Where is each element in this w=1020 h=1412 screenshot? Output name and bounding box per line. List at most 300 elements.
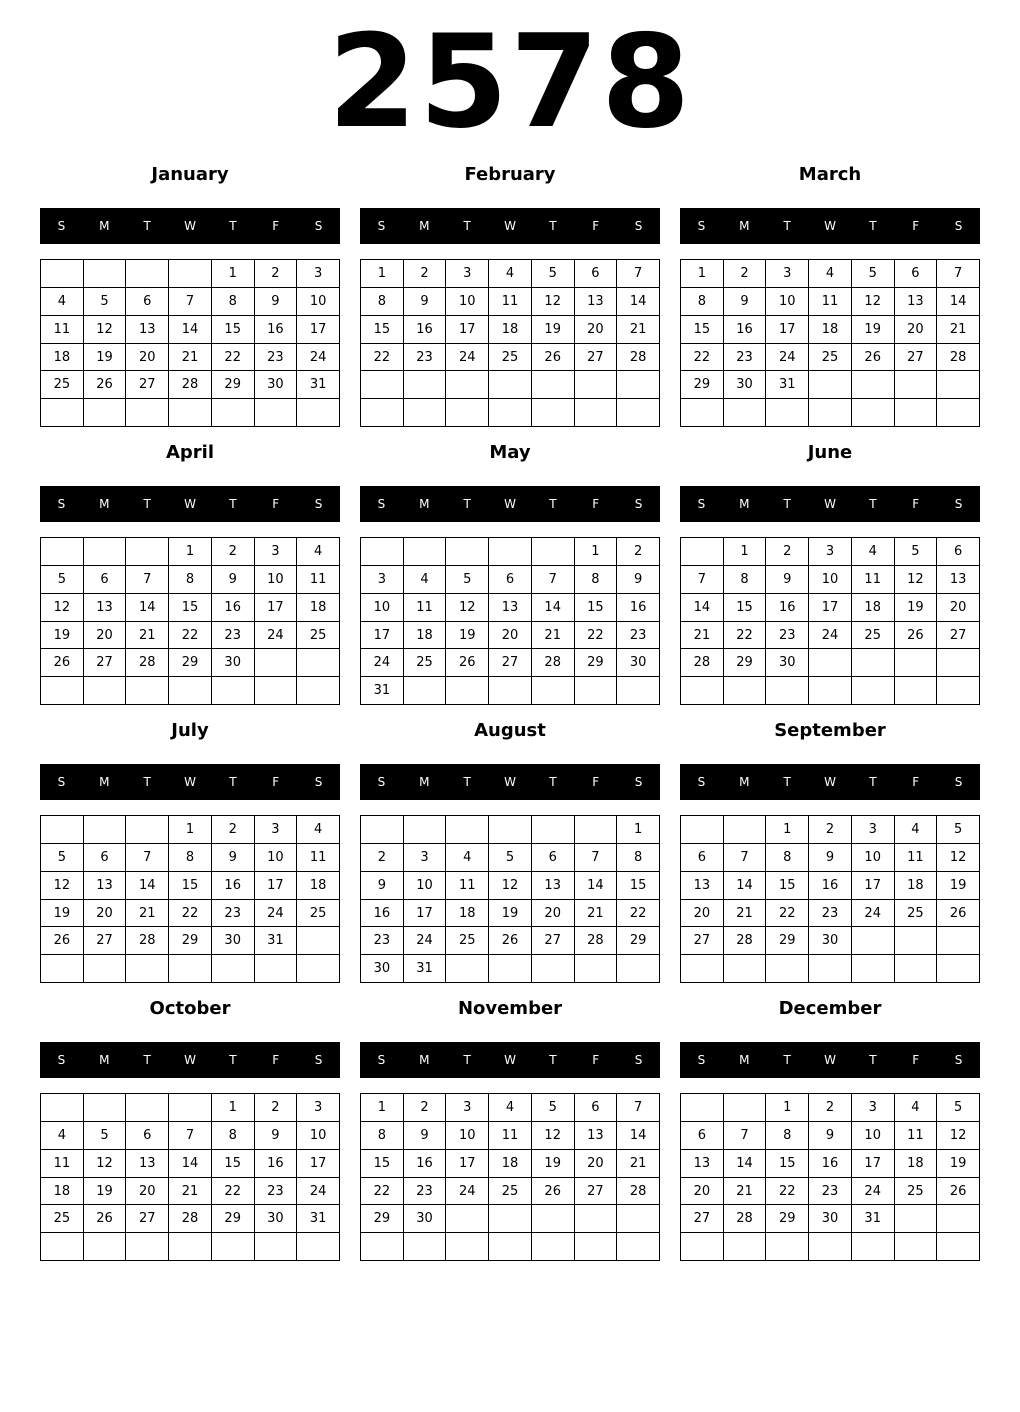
weekday-label: T — [143, 1053, 151, 1067]
day-cell: 29 — [766, 1205, 809, 1233]
day-cell: 6 — [895, 260, 938, 288]
day-cell: 29 — [169, 649, 212, 677]
day-cell: 20 — [575, 1150, 618, 1178]
day-cell: 16 — [724, 316, 767, 344]
weekday-label: M — [419, 219, 430, 233]
day-cell: 21 — [575, 900, 618, 928]
day-cell: 3 — [766, 260, 809, 288]
empty-day-cell — [41, 399, 84, 427]
weekday-label: S — [697, 497, 706, 511]
day-cell: 11 — [404, 594, 447, 622]
month-name: January — [151, 164, 229, 185]
weekday-label: T — [463, 219, 471, 233]
day-cell: 6 — [84, 844, 127, 872]
weekday-label: S — [954, 219, 963, 233]
empty-day-cell — [361, 371, 404, 399]
day-cell: 4 — [404, 566, 447, 594]
day-cell: 5 — [446, 566, 489, 594]
day-cell: 3 — [255, 538, 298, 566]
day-cell: 10 — [297, 288, 340, 316]
day-cell: 3 — [361, 566, 404, 594]
weekday-label: T — [463, 1053, 471, 1067]
empty-day-cell — [681, 955, 724, 983]
day-cell: 15 — [617, 872, 660, 900]
day-cell: 13 — [681, 1150, 724, 1178]
weekday-label: M — [739, 1053, 750, 1067]
month-name: October — [149, 998, 231, 1019]
day-cell: 16 — [809, 1150, 852, 1178]
day-cell: 26 — [41, 649, 84, 677]
empty-day-cell — [724, 677, 767, 705]
day-cell: 2 — [361, 844, 404, 872]
day-cell: 30 — [255, 371, 298, 399]
weekday-label: T — [549, 497, 557, 511]
day-cell: 30 — [212, 649, 255, 677]
day-cell: 12 — [532, 288, 575, 316]
empty-day-cell — [766, 955, 809, 983]
empty-day-cell — [617, 371, 660, 399]
empty-day-cell — [84, 1094, 127, 1122]
day-cell: 8 — [361, 288, 404, 316]
weekday-label: M — [99, 497, 110, 511]
weekday-label: W — [504, 219, 516, 233]
day-cell: 6 — [489, 566, 532, 594]
day-cell: 6 — [532, 844, 575, 872]
day-cell: 27 — [575, 1178, 618, 1206]
month-name: May — [489, 442, 531, 463]
day-cell: 6 — [84, 566, 127, 594]
weekday-header — [40, 208, 340, 244]
day-cell: 12 — [84, 1150, 127, 1178]
month-name: April — [165, 442, 215, 463]
day-cell: 15 — [169, 872, 212, 900]
weekday-header — [680, 486, 980, 522]
days-grid — [40, 815, 340, 983]
day-cell: 18 — [41, 1178, 84, 1206]
day-cell: 27 — [532, 927, 575, 955]
weekday-label: T — [143, 775, 151, 789]
day-cell: 9 — [404, 1122, 447, 1150]
day-cell: 23 — [766, 622, 809, 650]
day-cell: 1 — [169, 816, 212, 844]
day-cell: 17 — [766, 316, 809, 344]
day-cell: 26 — [41, 927, 84, 955]
day-cell: 25 — [446, 927, 489, 955]
day-cell: 26 — [446, 649, 489, 677]
day-cell: 15 — [169, 594, 212, 622]
empty-day-cell — [255, 399, 298, 427]
day-cell: 19 — [41, 900, 84, 928]
day-cell: 21 — [937, 316, 980, 344]
day-cell: 18 — [404, 622, 447, 650]
empty-day-cell — [255, 649, 298, 677]
day-cell: 26 — [84, 1205, 127, 1233]
day-cell: 24 — [255, 622, 298, 650]
day-cell: 18 — [895, 872, 938, 900]
day-cell: 14 — [937, 288, 980, 316]
day-cell: 18 — [297, 872, 340, 900]
empty-day-cell — [212, 955, 255, 983]
weekday-label: W — [824, 1053, 836, 1067]
weekday-label: T — [229, 1053, 237, 1067]
day-cell: 23 — [724, 344, 767, 372]
day-cell: 11 — [489, 1122, 532, 1150]
day-cell: 4 — [489, 1094, 532, 1122]
day-cell: 11 — [41, 316, 84, 344]
day-cell: 9 — [809, 844, 852, 872]
empty-day-cell — [809, 1233, 852, 1261]
day-cell: 11 — [852, 566, 895, 594]
empty-day-cell — [532, 371, 575, 399]
day-cell: 26 — [84, 371, 127, 399]
day-cell: 5 — [41, 566, 84, 594]
empty-day-cell — [404, 677, 447, 705]
day-cell: 27 — [895, 344, 938, 372]
day-cell: 21 — [724, 900, 767, 928]
days-grid — [360, 815, 660, 983]
day-cell: 18 — [41, 344, 84, 372]
weekday-label: T — [549, 219, 557, 233]
day-cell: 3 — [852, 816, 895, 844]
weekday-label: T — [869, 1053, 877, 1067]
day-cell: 1 — [766, 816, 809, 844]
day-cell: 31 — [361, 677, 404, 705]
empty-day-cell — [84, 399, 127, 427]
empty-day-cell — [617, 955, 660, 983]
day-cell: 25 — [41, 1205, 84, 1233]
day-cell: 14 — [681, 594, 724, 622]
day-cell: 2 — [724, 260, 767, 288]
weekday-label: S — [57, 219, 66, 233]
empty-day-cell — [41, 955, 84, 983]
days-grid — [40, 537, 340, 705]
day-cell: 29 — [361, 1205, 404, 1233]
day-cell: 20 — [84, 900, 127, 928]
day-cell: 9 — [212, 844, 255, 872]
weekday-label: F — [272, 775, 280, 789]
day-cell: 6 — [937, 538, 980, 566]
empty-day-cell — [361, 538, 404, 566]
day-cell: 18 — [895, 1150, 938, 1178]
empty-day-cell — [489, 816, 532, 844]
day-cell: 20 — [532, 900, 575, 928]
day-cell: 7 — [617, 1094, 660, 1122]
day-cell: 10 — [404, 872, 447, 900]
day-cell: 19 — [532, 316, 575, 344]
empty-day-cell — [169, 677, 212, 705]
empty-day-cell — [84, 1233, 127, 1261]
day-cell: 28 — [575, 927, 618, 955]
day-cell: 10 — [361, 594, 404, 622]
weekday-label: S — [57, 775, 66, 789]
day-cell: 14 — [617, 288, 660, 316]
empty-day-cell — [532, 955, 575, 983]
empty-day-cell — [169, 399, 212, 427]
day-cell: 23 — [255, 344, 298, 372]
empty-day-cell — [361, 816, 404, 844]
day-cell: 31 — [297, 1205, 340, 1233]
day-cell: 12 — [489, 872, 532, 900]
day-cell: 4 — [489, 260, 532, 288]
day-cell: 19 — [84, 1178, 127, 1206]
day-cell: 10 — [852, 1122, 895, 1150]
day-cell: 4 — [895, 1094, 938, 1122]
day-cell: 21 — [532, 622, 575, 650]
day-cell: 5 — [937, 816, 980, 844]
empty-day-cell — [575, 816, 618, 844]
day-cell: 27 — [126, 1205, 169, 1233]
day-cell: 21 — [169, 1178, 212, 1206]
day-cell: 2 — [404, 260, 447, 288]
day-cell: 9 — [255, 1122, 298, 1150]
day-cell: 15 — [575, 594, 618, 622]
day-cell: 29 — [169, 927, 212, 955]
empty-day-cell — [895, 371, 938, 399]
day-cell: 7 — [681, 566, 724, 594]
day-cell: 2 — [212, 816, 255, 844]
day-cell: 25 — [852, 622, 895, 650]
day-cell: 8 — [681, 288, 724, 316]
day-cell: 25 — [489, 344, 532, 372]
day-cell: 26 — [937, 1178, 980, 1206]
empty-day-cell — [489, 677, 532, 705]
month-name: July — [171, 720, 209, 741]
weekday-header — [680, 764, 980, 800]
empty-day-cell — [852, 371, 895, 399]
empty-day-cell — [617, 399, 660, 427]
day-cell: 18 — [852, 594, 895, 622]
day-cell: 7 — [169, 288, 212, 316]
empty-day-cell — [84, 260, 127, 288]
empty-day-cell — [532, 1205, 575, 1233]
day-cell: 7 — [724, 844, 767, 872]
day-cell: 2 — [809, 816, 852, 844]
weekday-label: M — [739, 219, 750, 233]
day-cell: 1 — [361, 1094, 404, 1122]
day-cell: 22 — [361, 344, 404, 372]
day-cell: 9 — [404, 288, 447, 316]
day-cell: 3 — [809, 538, 852, 566]
weekday-header — [40, 764, 340, 800]
empty-day-cell — [532, 677, 575, 705]
empty-day-cell — [404, 399, 447, 427]
day-cell: 27 — [681, 927, 724, 955]
day-cell: 10 — [255, 844, 298, 872]
weekday-label: F — [912, 1053, 920, 1067]
day-cell: 3 — [404, 844, 447, 872]
weekday-label: S — [377, 497, 386, 511]
weekday-label: W — [184, 219, 196, 233]
day-cell: 19 — [489, 900, 532, 928]
month-name: June — [807, 442, 853, 463]
day-cell: 25 — [809, 344, 852, 372]
day-cell: 28 — [617, 1178, 660, 1206]
day-cell: 17 — [297, 1150, 340, 1178]
days-grid — [40, 259, 340, 427]
day-cell: 5 — [489, 844, 532, 872]
empty-day-cell — [681, 1233, 724, 1261]
day-cell: 1 — [617, 816, 660, 844]
weekday-label: F — [272, 497, 280, 511]
day-cell: 24 — [404, 927, 447, 955]
empty-day-cell — [724, 816, 767, 844]
day-cell: 13 — [575, 288, 618, 316]
empty-day-cell — [404, 1233, 447, 1261]
day-cell: 15 — [361, 1150, 404, 1178]
day-cell: 6 — [126, 288, 169, 316]
day-cell: 30 — [724, 371, 767, 399]
empty-day-cell — [84, 677, 127, 705]
day-cell: 21 — [169, 344, 212, 372]
empty-day-cell — [617, 1233, 660, 1261]
days-grid — [40, 1093, 340, 1261]
day-cell: 20 — [937, 594, 980, 622]
day-cell: 22 — [212, 344, 255, 372]
day-cell: 12 — [852, 288, 895, 316]
day-cell: 28 — [681, 649, 724, 677]
day-cell: 14 — [724, 1150, 767, 1178]
empty-day-cell — [446, 955, 489, 983]
day-cell: 18 — [489, 1150, 532, 1178]
weekday-label: W — [184, 775, 196, 789]
empty-day-cell — [724, 955, 767, 983]
day-cell: 17 — [404, 900, 447, 928]
day-cell: 29 — [212, 371, 255, 399]
day-cell: 2 — [404, 1094, 447, 1122]
day-cell: 10 — [446, 288, 489, 316]
day-cell: 13 — [84, 594, 127, 622]
day-cell: 27 — [126, 371, 169, 399]
day-cell: 11 — [41, 1150, 84, 1178]
empty-day-cell — [126, 1094, 169, 1122]
day-cell: 19 — [937, 872, 980, 900]
weekday-label: T — [783, 775, 791, 789]
empty-day-cell — [809, 955, 852, 983]
empty-day-cell — [41, 677, 84, 705]
empty-day-cell — [404, 816, 447, 844]
weekday-label: W — [824, 497, 836, 511]
day-cell: 24 — [766, 344, 809, 372]
day-cell: 17 — [446, 1150, 489, 1178]
day-cell: 10 — [446, 1122, 489, 1150]
day-cell: 2 — [212, 538, 255, 566]
days-grid — [680, 815, 980, 983]
day-cell: 16 — [617, 594, 660, 622]
weekday-label: S — [954, 497, 963, 511]
day-cell: 29 — [617, 927, 660, 955]
empty-day-cell — [212, 399, 255, 427]
day-cell: 27 — [681, 1205, 724, 1233]
day-cell: 23 — [361, 927, 404, 955]
empty-day-cell — [895, 955, 938, 983]
day-cell: 25 — [297, 900, 340, 928]
day-cell: 9 — [212, 566, 255, 594]
empty-day-cell — [852, 1233, 895, 1261]
empty-day-cell — [575, 371, 618, 399]
empty-day-cell — [169, 955, 212, 983]
weekday-label: S — [314, 219, 323, 233]
day-cell: 5 — [937, 1094, 980, 1122]
weekday-label: S — [697, 1053, 706, 1067]
weekday-header — [360, 486, 660, 522]
day-cell: 23 — [404, 344, 447, 372]
weekday-label: S — [314, 775, 323, 789]
day-cell: 7 — [937, 260, 980, 288]
days-grid — [680, 1093, 980, 1261]
day-cell: 3 — [446, 260, 489, 288]
day-cell: 5 — [532, 260, 575, 288]
day-cell: 21 — [617, 1150, 660, 1178]
empty-day-cell — [809, 677, 852, 705]
day-cell: 16 — [809, 872, 852, 900]
days-grid — [360, 537, 660, 705]
day-cell: 21 — [724, 1178, 767, 1206]
weekday-label: F — [272, 219, 280, 233]
empty-day-cell — [489, 1233, 532, 1261]
day-cell: 8 — [766, 844, 809, 872]
day-cell: 2 — [766, 538, 809, 566]
empty-day-cell — [446, 1233, 489, 1261]
empty-day-cell — [212, 677, 255, 705]
weekday-label: F — [912, 497, 920, 511]
day-cell: 21 — [126, 900, 169, 928]
empty-day-cell — [297, 955, 340, 983]
empty-day-cell — [575, 677, 618, 705]
weekday-label: W — [504, 497, 516, 511]
empty-day-cell — [297, 1233, 340, 1261]
day-cell: 13 — [84, 872, 127, 900]
day-cell: 29 — [575, 649, 618, 677]
empty-day-cell — [126, 538, 169, 566]
day-cell: 7 — [126, 844, 169, 872]
day-cell: 27 — [489, 649, 532, 677]
day-cell: 27 — [84, 649, 127, 677]
day-cell: 3 — [446, 1094, 489, 1122]
day-cell: 1 — [361, 260, 404, 288]
day-cell: 11 — [895, 1122, 938, 1150]
empty-day-cell — [937, 955, 980, 983]
weekday-label: F — [592, 775, 600, 789]
day-cell: 30 — [809, 1205, 852, 1233]
day-cell: 29 — [212, 1205, 255, 1233]
day-cell: 20 — [575, 316, 618, 344]
day-cell: 11 — [489, 288, 532, 316]
weekday-label: W — [184, 497, 196, 511]
day-cell: 17 — [852, 872, 895, 900]
day-cell: 5 — [532, 1094, 575, 1122]
day-cell: 24 — [297, 344, 340, 372]
empty-day-cell — [617, 1205, 660, 1233]
day-cell: 3 — [297, 260, 340, 288]
day-cell: 2 — [617, 538, 660, 566]
day-cell: 9 — [809, 1122, 852, 1150]
empty-day-cell — [297, 649, 340, 677]
empty-day-cell — [681, 399, 724, 427]
empty-day-cell — [532, 399, 575, 427]
empty-day-cell — [681, 1094, 724, 1122]
day-cell: 11 — [895, 844, 938, 872]
day-cell: 4 — [809, 260, 852, 288]
day-cell: 4 — [41, 288, 84, 316]
day-cell: 23 — [617, 622, 660, 650]
day-cell: 24 — [809, 622, 852, 650]
empty-day-cell — [852, 399, 895, 427]
day-cell: 6 — [575, 1094, 618, 1122]
weekday-label: S — [634, 219, 643, 233]
day-cell: 19 — [532, 1150, 575, 1178]
day-cell: 10 — [297, 1122, 340, 1150]
weekday-label: M — [99, 1053, 110, 1067]
